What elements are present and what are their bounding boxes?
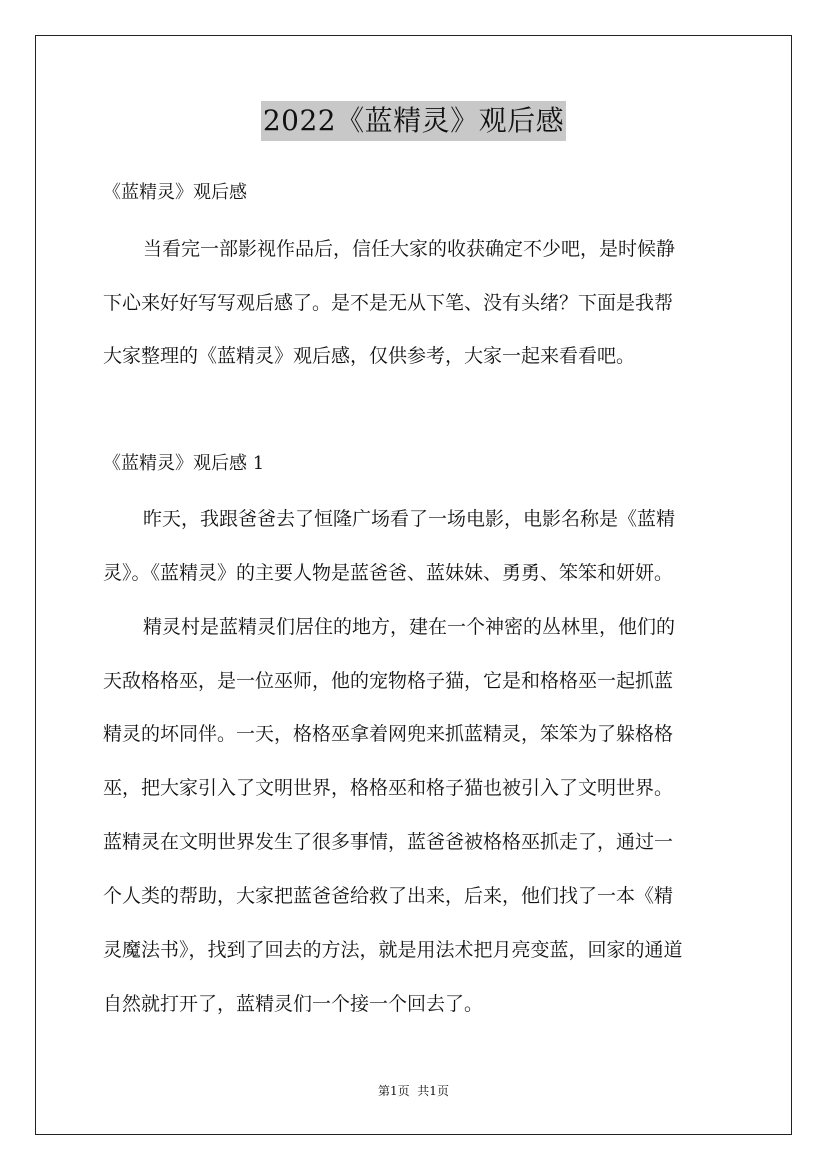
paragraph-line: 昨天，我跟爸爸去了恒隆广场看了一场电影，电影名称是《蓝精 [143,508,676,530]
paragraph-line: 巫，把大家引入了文明世界，格格巫和格子猫也被引入了文明世界。 [103,777,674,799]
page-footer: 第1页 共1页 [378,1084,449,1098]
title-block [0,101,827,141]
paragraph-line: 天敌格格巫，是一位巫师，他的宠物格子猫，它是和格格巫一起抓蓝 [103,670,674,692]
paragraph-line: 蓝精灵在文明世界发生了很多事情，蓝爸爸被格格巫抓走了，通过一 [103,831,674,853]
document-title: 2022《蓝精灵》观后感 [261,101,566,141]
paragraph-line: 下心来好好写写观后感了。是不是无从下笔、没有头绪？下面是我帮 [103,292,674,314]
intro-heading: 《蓝精灵》观后感 [103,182,247,203]
paragraph-line: 灵魔法书》，找到了回去的方法，就是用法术把月亮变蓝，回家的通道 [103,939,683,961]
paragraph-line: 灵》。《蓝精灵》的主要人物是蓝爸爸、蓝妹妹、勇勇、笨笨和妍妍。 [103,562,674,584]
paragraph-line: 个人类的帮助，大家把蓝爸爸给救了出来，后来，他们找了一本《精 [103,885,674,907]
paragraph-line: 当看完一部影视作品后，信任大家的收获确定不少吧，是时候静 [143,238,676,260]
paragraph-line: 精灵村是蓝精灵们居住的地方，建在一个神密的丛林里，他们的 [143,616,676,638]
paragraph-line: 大家整理的《蓝精灵》观后感，仅供参考，大家一起来看看吧。 [103,345,636,367]
paragraph-line: 自然就打开了，蓝精灵们一个接一个回去了。 [103,993,484,1015]
paragraph-line: 精灵的坏同伴。一天，格格巫拿着网兜来抓蓝精灵，笨笨为了躲格格 [103,723,674,745]
section1-heading: 《蓝精灵》观后感 1 [103,453,265,474]
